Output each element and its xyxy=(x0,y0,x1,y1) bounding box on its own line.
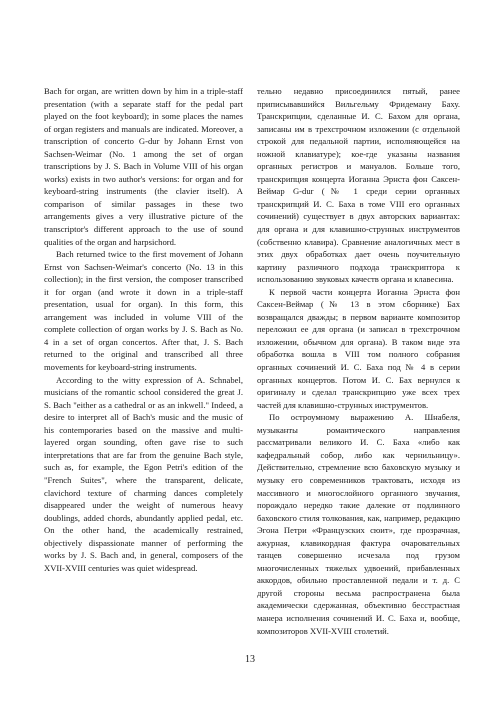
paragraph: По остроумному выражению А. Шнабеля, музыканты романтического направления рассматривали великого И. С. Баха «либо как кафедральный собор, либо как чернильницу». Действительно, стремление всю баховскую музыку и музыку его современников трактовать, исходя из массивного и многослойного органного звучания, порождало нередко такие далекие от подлинного баховского стиля толкования, как, например, редакцию Эгона Петри «Французских сюит», где прозрачная, ажурная, клавикордная фактура очаровательных танцев совершенно исчезала под грузом многочисленных тяжелых удвоений, прибавленных аккордов, обильно проставленной педали и т. д. С другой стороны весьма распространена была академически сдержанная, объективно бесстрастная манера исполнения сочинений И. С. Баха и, вообще, композиторов XVII-XVIII столетий. xyxy=(257,412,460,636)
english-column xyxy=(44,85,243,574)
page-number: 13 xyxy=(245,654,255,665)
paragraph: Bach returned twice to the first movement of Johann Ernst von Sachsen-Weimar's concerto (No. 13 in this collection); in the first version, the composer transcribed it for organ (and wrote it down in a triple-staff presentation, usual for organ). In this form, this arrangement was included in volume VIII of the complete collection of organ works by J. S. Bach as No. 4 in a set of organ concertos. After that, J. S. Bach returned to the original and transcribed all three movements for keyboard-string instruments. xyxy=(44,249,243,373)
paragraph: According to the witty expression of A. Schnabel, musicians of the romantic school considered the great J. S. Bach "either as a cathedral or as an inkwell." Indeed, a desire to interpret all of Bach's music and the music of his contemporaries based on the massive and multi-layered organ sounding, often gave rise to such interpretations that are far from the genuine Bach style, such as, for example, the Egon Petri's edition of the "French Suites", where the transparent, delicate, clavichord texture of charming dances completely disappeared under the weight of numerous heavy doublings, added chords, abundantly applied pedal, etc. On the other hand, the academically restrained, objectively dispassionate manner of performing the works by J. S. Bach and, in general, composers of the XVII-XVIII centuries was quiet widespread. xyxy=(44,374,243,573)
paragraph: К первой части концерта Иоганна Эрнста фон Саксен-Веймар (№ 13 в этом сборнике) Бах возвращался дважды; в первом варианте композитор переложил ее для органа (и записал в трехстрочном изложении, обычном для органа). В таком виде эта обработка вошла в VIII том полного собрания органных сочинений И. С. Баха под № 4 в серии органных концертов. Потом И. С. Бах вернулся к оригиналу и сделал транскрипцию уже всех трех частей для клавишно-струнных инструментов. xyxy=(257,286,460,410)
paragraph: Bach for organ, are written down by him in a triple-staff presentation (with a separate staff for the pedal part played on the foot keyboard); in some places the names of organ registers and manuals are indicated. Moreover, a transcription of concerto G-dur by Johann Ernst von Sachsen-Weimar (No. 1 among the set of organ transcriptions by J. S. Bach in Volume VIII of his organ works) exists in two author's versions: for organ and for keyboard-string instruments (the clavier itself). A comparison of similar passages in these two arrangements gives a very illustrative picture of the transcriptor's different approach to the use of sound qualities of the organ and harpsichord. xyxy=(44,86,243,247)
paragraph: тельно недавно присоединился пятый, ранее приписывавшийся Вильгельму Фридеману Баху. Транскрипции, сделанные И. С. Бахом для органа, записаны им в трехстрочном изложении (с отдельной строкой для педальной партии, исполняющейся на ножной клавиатуре); кое-где указаны названия органных регистров и мануалов. Больше того, транскрипция концерта Иоганна Эрнста фон Саксен-Веймар G-dur (№ 1 среди серии органных транскрипций И. С. Баха в томе VIII его органных сочинений) существует в двух авторских вариантах: для органа и для клавишно-струнных инструментов (собственно клавира). Сравнение аналогичных мест в этих двух обработках дает очень поучительную картину различного подхода транскриптора к использованию звуковых качеств органа и клавесина. xyxy=(257,86,460,285)
russian-column xyxy=(257,85,460,637)
